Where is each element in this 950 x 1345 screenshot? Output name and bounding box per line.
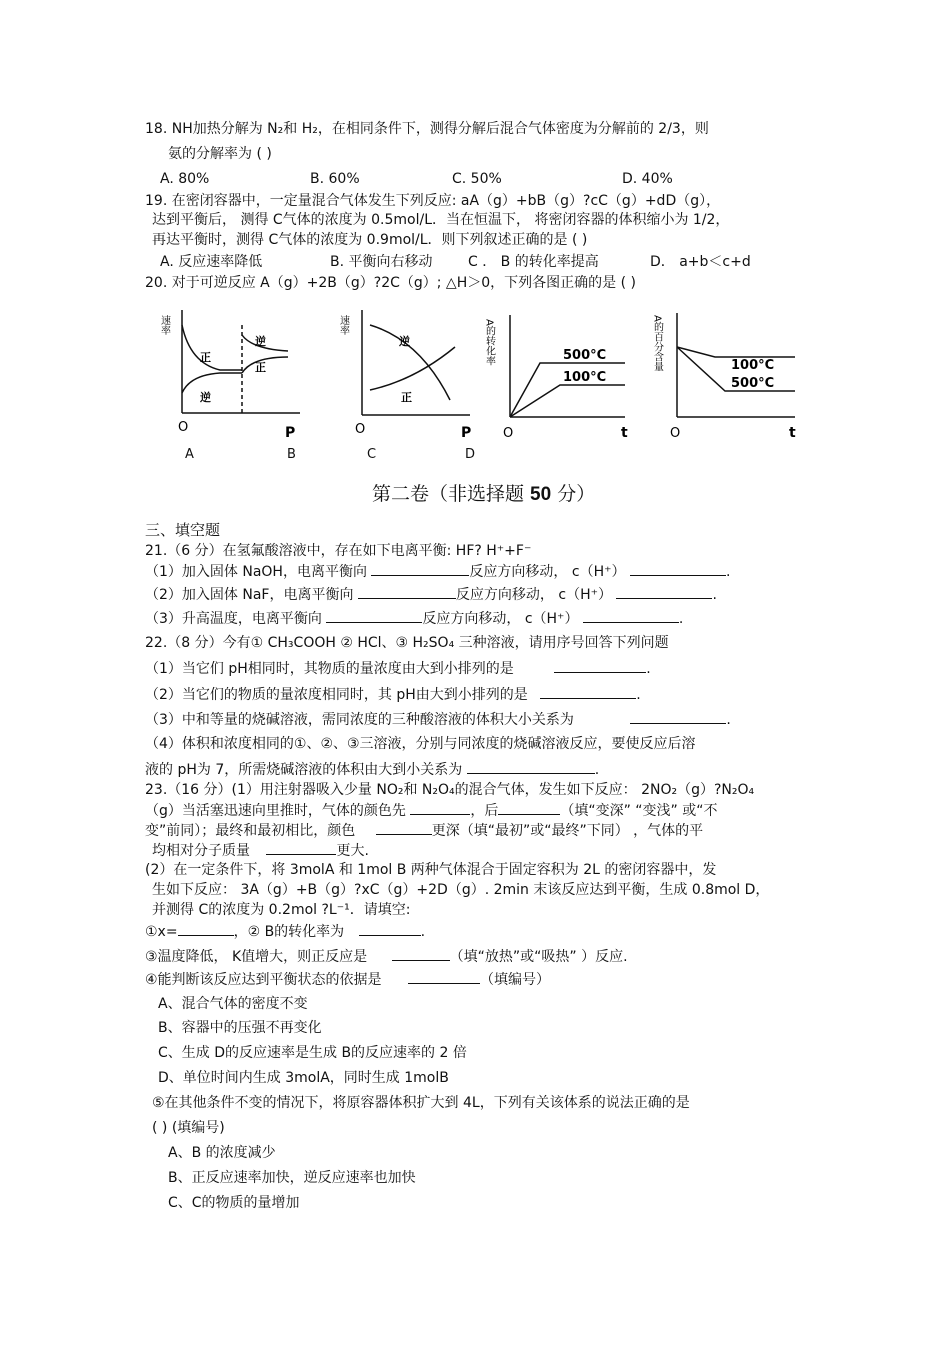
q19-option-c: C ． B 的转化率提高: [468, 254, 599, 270]
graph-a-ylabel: 速率: [158, 315, 170, 335]
q22-item3-blank[interactable]: [630, 709, 726, 724]
q19-line1: 19. 在密闭容器中，一定量混合气体发生下列反应: aA（g）+bB（g）?cC（g）+dD（g），: [145, 193, 721, 209]
q23-line12: ( ) (填编号): [152, 1120, 225, 1136]
graph-c-curve-100: [510, 385, 625, 417]
q18-option-d: D. 40%: [622, 171, 673, 187]
q22-line1: 22.（8 分）今有① CH₃COOH ② HCl、③ H₂SO₄ 三种溶液，请用序号回答下列问题: [145, 635, 669, 651]
q21-item1-text-b: 反应方向移动， c（H⁺）: [469, 564, 626, 580]
q23-line2-text-c: （填“变深” “变浅” 或“不: [560, 803, 718, 819]
q21-item3-text-a: （3）升高温度，电离平衡向: [145, 611, 322, 627]
q23-opt5-a: A、B 的浓度减少: [168, 1145, 276, 1161]
q22-item1-text: （1）当它们 pH相同时，其物质的量浓度由大到小排列的是: [145, 661, 514, 677]
q18-option-a: A. 80%: [160, 171, 210, 187]
graph-label-a: A: [185, 447, 194, 462]
q23-opt4-a: A、混合气体的密度不变: [158, 996, 308, 1012]
q23-line5: (2）在一定条件下，将 3molA 和 1mol B 两种气体混合于固定容积为 2L 的密闭容器中，发: [145, 862, 717, 878]
q23-line8-text-a: ①x=: [145, 924, 178, 940]
q21-item2-blank1[interactable]: [358, 584, 456, 599]
q21-item3-blank2[interactable]: [583, 608, 679, 623]
q23-line9: [145, 946, 628, 967]
q23-line9-text-a: ③温度降低， K值增大，则正反应是: [145, 949, 368, 965]
q22-item2-text: （2）当它们的物质的量浓度相同时，其 pH由大到小排列的是: [145, 687, 528, 703]
graph-d-label-500: 500°C: [731, 376, 775, 391]
q19-line2: 达到平衡后， 测得 C气体的浓度为 0.5mol/L．当在恒温下， 将密闭容器的体积缩小为 1/2，: [152, 212, 730, 228]
q22-item2-blank[interactable]: [540, 684, 636, 699]
q21-item1-text-c: .: [725, 564, 731, 580]
q21-item1-blank1[interactable]: [371, 561, 469, 576]
q23-line6: 生如下反应： 3A（g）+B（g）?xC（g）+2D（g）. 2min 末该反应达到平衡，生成 0.8mol D，: [152, 882, 770, 898]
q23-opt4-b: B、容器中的压强不再变化: [158, 1020, 322, 1036]
q23-line4: [152, 840, 369, 861]
graph-d-xlabel: t: [789, 425, 796, 441]
q23-line10-text-a: ④能判断该反应达到平衡状态的依据是: [145, 972, 382, 988]
graph-a-origin: O: [178, 420, 189, 435]
q21-item3-text-c: .: [678, 611, 684, 627]
q19-option-a: A. 反应速率降低: [160, 254, 263, 270]
q22-item4-blank[interactable]: [467, 759, 595, 774]
graph-label-c: C: [367, 447, 377, 462]
q21-item2-text-c: .: [712, 587, 717, 603]
q23-blank-color-then[interactable]: [498, 800, 560, 815]
q23-line4-text-b: 更大.: [336, 843, 369, 859]
q22-item2: [145, 684, 641, 705]
graph-a-label-zheng: 正: [200, 351, 211, 364]
q22-line5: [145, 759, 599, 780]
q23-blank-color-first[interactable]: [410, 800, 470, 815]
q21-item3-text-b: 反应方向移动， c（H⁺）: [422, 611, 579, 627]
q21-item1-text-a: （1）加入固体 NaOH，电离平衡向: [145, 564, 367, 580]
q18-option-c: C. 50%: [452, 171, 502, 187]
q23-opt5-c: C、C的物质的量增加: [168, 1195, 300, 1211]
section2-title: [372, 481, 595, 508]
q21-item2-blank2[interactable]: [616, 584, 712, 599]
q20-line1: 20. 对于可逆反应 A（g）+2B（g）?2C（g）; △H＞0，下列各图正确的是 ( ): [145, 275, 636, 291]
q21-line1: 21.（6 分）在氢氟酸溶液中，存在如下电离平衡: HF? H⁺+F⁻: [145, 543, 532, 559]
q22-line5-period: .: [594, 762, 600, 778]
q23-line9-text-b: （填“放热”或“吸热” ）反应.: [449, 949, 628, 965]
q23-line3-text-b: 更深（填“最初”或“最终”下同） ，气体的平: [431, 823, 704, 839]
graph-b-origin: O: [355, 422, 366, 437]
graph-c-label-100: 100°C: [563, 370, 607, 385]
graph-d-origin: O: [670, 426, 681, 441]
graph-b: [335, 305, 480, 445]
q23-line3-text-a: 变”前同）；最终和最初相比，颜色: [145, 823, 356, 839]
q23-line2: [145, 800, 718, 821]
q22-item1-period: .: [646, 661, 651, 677]
q21-item1: [145, 561, 730, 582]
q23-blank-b-conversion[interactable]: [359, 921, 421, 936]
section2-title-post: 分）: [551, 483, 596, 505]
graph-a-label-zheng-right: 正: [255, 361, 266, 374]
graph-a-curve-upper-left: [182, 325, 242, 370]
graph-d: [651, 305, 805, 445]
q22-item1-blank[interactable]: [554, 658, 646, 673]
section2-title-pre: 第二卷（非选择题: [372, 483, 531, 505]
graph-c-xlabel: t: [621, 425, 628, 441]
graph-b-ylabel: 速率: [337, 315, 349, 335]
q22-item3-period: .: [726, 712, 731, 728]
q23-line7: 并测得 C的浓度为 0.2mol ?L⁻¹．请填空:: [152, 902, 411, 918]
q23-line11: ⑤在其他条件不变的情况下，将原容器体积扩大到 4L，下列有关该体系的说法正确的是: [152, 1095, 690, 1111]
graph-a-label-ni: 逆: [200, 391, 211, 404]
graph-b-curve-ni: [370, 325, 450, 400]
q21-item2-text-a: （2）加入固体 NaF，电离平衡向: [145, 587, 354, 603]
section2-title-score: 50: [530, 484, 552, 505]
q21-item3-blank1[interactable]: [326, 608, 422, 623]
graph-d-label-100: 100°C: [731, 358, 775, 373]
q22-line4: （4）体积和浓度相同的①、②、③三溶液，分别与同浓度的烧碱溶液反应，要使反应后溶: [145, 736, 696, 752]
graph-b-label-ni: 逆: [399, 335, 410, 348]
graph-c-label-500: 500°C: [563, 348, 607, 363]
graph-a-label-ni-right: 逆: [255, 335, 266, 348]
q19-option-d: D． a+b＜c+d: [650, 254, 751, 270]
graph-d-ylabel: A的百分含量: [651, 315, 663, 372]
graph-c-ylabel: A的转化率: [483, 319, 495, 366]
q23-line8-text-b: ，② B的转化率为: [233, 924, 345, 940]
q23-blank-x[interactable]: [178, 921, 234, 936]
q22-item2-period: .: [636, 687, 641, 703]
q21-item2: [145, 584, 717, 605]
q23-line10-text-b: （填编号）: [480, 972, 551, 988]
q23-line8-text-c: .: [420, 924, 426, 940]
q23-line8: [145, 921, 425, 942]
graph-a-curve-lower-left: [182, 373, 242, 393]
graph-d-curve-100: [677, 347, 795, 357]
graph-c: [485, 305, 635, 445]
q18-option-b: B. 60%: [310, 171, 360, 187]
q23-blank-deeper[interactable]: [376, 820, 432, 835]
q23-opt4-d: D、单位时间内生成 3molA，同时生成 1molB: [158, 1070, 449, 1086]
q23-line3: [145, 820, 703, 841]
graph-label-d: D: [465, 447, 476, 462]
q21-item3: [145, 608, 683, 629]
graph-label-b: B: [287, 447, 296, 462]
q23-opt4-c: C、生成 D的反应速率是生成 B的反应速率的 2 倍: [158, 1045, 467, 1061]
q23-line2-text-a: （g）当活塞迅速向里推时，气体的颜色先: [145, 803, 406, 819]
q23-blank-heat[interactable]: [392, 946, 450, 961]
q22-line5-text: 液的 pH为 7，所需烧碱溶液的体积由大到小关系为: [145, 762, 463, 778]
q23-blank-equilibrium[interactable]: [408, 969, 480, 984]
q23-line4-text-a: 均相对分子质量: [152, 843, 250, 859]
q22-item3: [145, 709, 731, 730]
q22-item3-text: （3）中和等量的烧碱溶液，需同浓度的三种酸溶液的体积大小关系为: [145, 712, 574, 728]
q23-blank-molar-mass[interactable]: [266, 840, 336, 855]
q23-line2-text-b: ，后: [470, 803, 499, 819]
q19-line3: 再达平衡时，测得 C气体的浓度为 0.9mol/L．则下列叙述正确的是 ( ): [152, 232, 588, 248]
q21-item2-text-b: 反应方向移动， c（H⁺）: [455, 587, 612, 603]
q22-item1: [145, 658, 651, 679]
q19-option-b: B. 平衡向右移动: [330, 254, 433, 270]
q23-line1: 23.（16 分）(1）用注射器吸入少量 NO₂和 N₂O₄的混合气体，发生如下反应： 2NO₂（g）?N₂O₄: [145, 782, 755, 798]
graph-a: [160, 305, 305, 445]
graph-a-xlabel: P: [285, 425, 296, 441]
graph-c-origin: O: [503, 426, 514, 441]
graph-b-xlabel: P: [461, 425, 472, 441]
q21-item1-blank2[interactable]: [630, 561, 726, 576]
q18-line1: 18. NH加热分解为 N₂和 H₂，在相同条件下，测得分解后混合气体密度为分解前的 2/3，则: [145, 121, 709, 137]
section3-heading: 三、填空题: [145, 521, 221, 539]
graph-b-label-zheng: 正: [401, 391, 412, 404]
q23-line10: [145, 969, 550, 990]
q23-opt5-b: B、正反应速率加快，逆反应速率也加快: [168, 1170, 416, 1186]
q18-line2: 氨的分解率为 ( ): [168, 146, 272, 162]
graph-b-curve-zheng: [370, 347, 455, 390]
